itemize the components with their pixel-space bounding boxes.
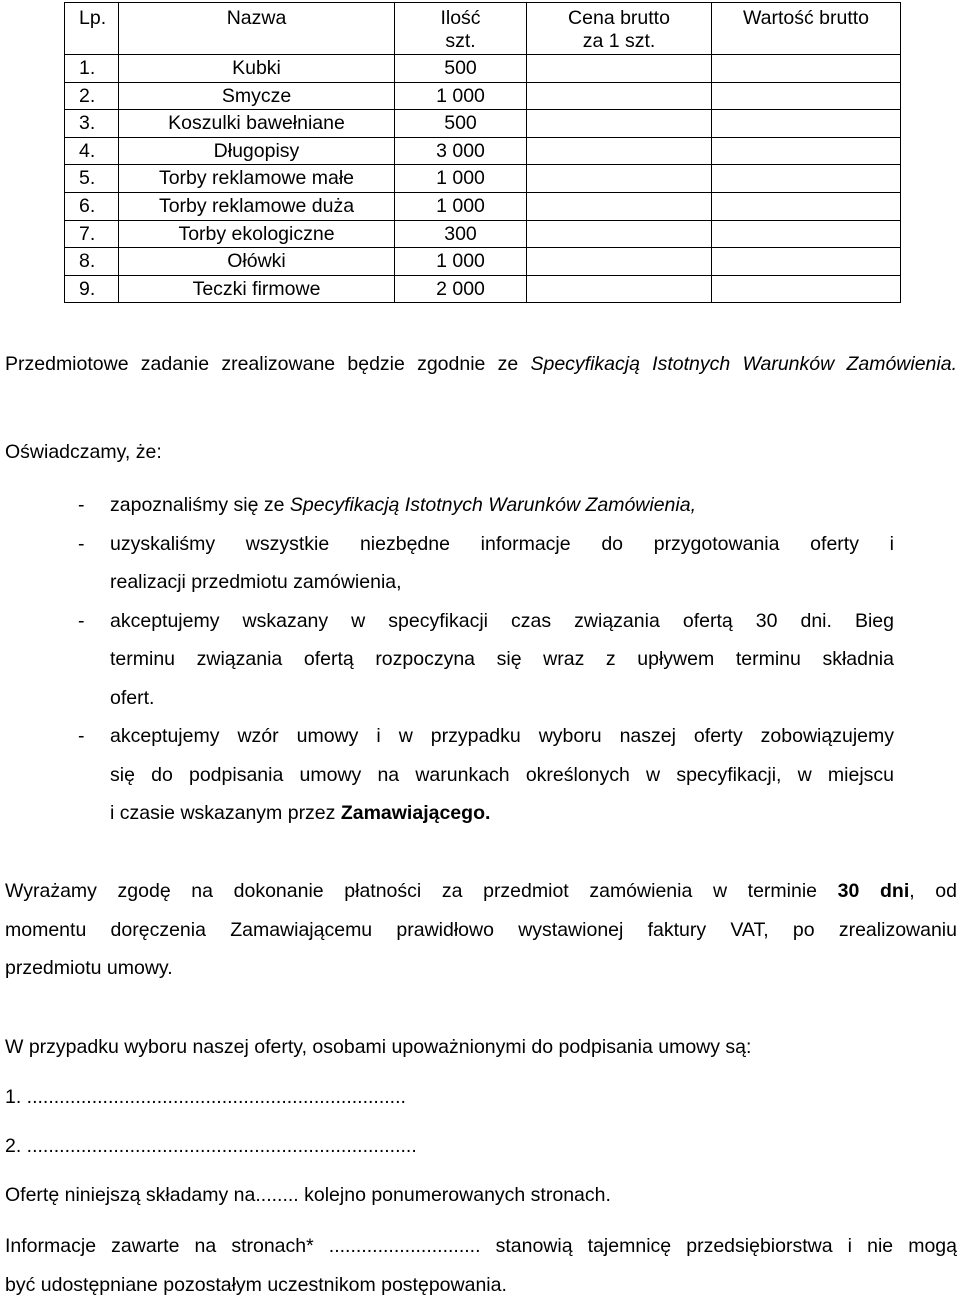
row-value: [712, 137, 901, 165]
table-row: [65, 137, 901, 165]
header-price-line2: za 1 szt.: [527, 30, 711, 53]
row-name: Smycze: [119, 82, 395, 110]
subject-paragraph: [5, 345, 957, 384]
bullet1-line: [110, 486, 894, 525]
row-lp: 8.: [65, 248, 119, 276]
table-row: [65, 220, 901, 248]
header-qty-line1: Ilość: [395, 7, 526, 30]
row-price: [527, 110, 712, 138]
payment-line1: [5, 872, 957, 911]
row-price: [527, 82, 712, 110]
row-lp: 9.: [65, 275, 119, 303]
row-qty: 1 000: [395, 165, 527, 193]
subject-line1: [5, 345, 957, 384]
row-qty: 1 000: [395, 192, 527, 220]
row-qty: 3 000: [395, 137, 527, 165]
row-value: [712, 55, 901, 83]
declaration-item: [78, 717, 894, 833]
table-row: [65, 55, 901, 83]
bullet4-line3-bold: Zamawiającego.: [341, 802, 491, 824]
header-price: [527, 3, 712, 55]
row-lp: 5.: [65, 165, 119, 193]
header-qty-line2: szt.: [395, 30, 526, 53]
bullet4-line3: [110, 794, 894, 833]
row-price: [527, 220, 712, 248]
confidential-paragraph: [5, 1227, 957, 1304]
header-lp: Lp.: [65, 3, 119, 55]
table-row: [65, 275, 901, 303]
payment-bold: 30 dni: [838, 880, 910, 902]
header-name: Nazwa: [119, 3, 395, 55]
bullet4-line1: akceptujemy wzór umowy i w przypadku wyboru naszej oferty zobowiązujemy: [110, 717, 894, 756]
row-price: [527, 55, 712, 83]
row-qty: 1 000: [395, 248, 527, 276]
row-qty: 1 000: [395, 82, 527, 110]
payment-line2: momentu doręczenia Zamawiającemu prawidłowo wystawionej faktury VAT, po zrealizowaniu: [5, 911, 957, 950]
row-lp: 2.: [65, 82, 119, 110]
declaration-item: [78, 525, 894, 602]
row-value: [712, 82, 901, 110]
confidential-line2: być udostępniane pozostałym uczestnikom postępowania.: [5, 1266, 957, 1304]
bullet1-italic: Specyfikacją Istotnych Warunków Zamówienia,: [290, 494, 696, 516]
row-name: Koszulki bawełniane: [119, 110, 395, 138]
bullet-dash: -: [78, 525, 85, 564]
row-price: [527, 192, 712, 220]
payment-part1: Wyrażamy zgodę na dokonanie płatności za przedmiot zamówienia w terminie: [5, 880, 817, 902]
table-row: [65, 110, 901, 138]
row-value: [712, 192, 901, 220]
row-value: [712, 248, 901, 276]
row-lp: 3.: [65, 110, 119, 138]
bullet4-line2: się do podpisania umowy na warunkach określonych w specyfikacji, w miejscu: [110, 756, 894, 795]
table-row: [65, 192, 901, 220]
row-name: Torby ekologiczne: [119, 220, 395, 248]
pages-statement: Ofertę niniejszą składamy na........ kolejno ponumerowanych stronach.: [5, 1176, 957, 1215]
bullet-dash: -: [78, 486, 85, 525]
row-name: Ołówki: [119, 248, 395, 276]
row-name: Kubki: [119, 55, 395, 83]
bullet1-plain: zapoznaliśmy się ze: [110, 494, 285, 516]
header-price-line1: Cena brutto: [527, 7, 711, 30]
row-name: Długopisy: [119, 137, 395, 165]
row-lp: 1.: [65, 55, 119, 83]
row-value: [712, 220, 901, 248]
row-qty: 500: [395, 55, 527, 83]
row-price: [527, 165, 712, 193]
row-qty: 2 000: [395, 275, 527, 303]
row-price: [527, 137, 712, 165]
table-header-row: [65, 3, 901, 55]
bullet3-line1: akceptujemy wskazany w specyfikacji czas związania ofertą 30 dni. Bieg: [110, 602, 894, 641]
row-lp: 7.: [65, 220, 119, 248]
bullet2-line1: uzyskaliśmy wszystkie niezbędne informacje do przygotowania oferty i: [110, 525, 894, 564]
row-price: [527, 275, 712, 303]
table-row: [65, 82, 901, 110]
header-value: Wartość brutto: [712, 3, 901, 55]
row-value: [712, 165, 901, 193]
payment-part2: , od: [909, 880, 957, 902]
representative-line-2: 2. ........................................................................: [5, 1127, 957, 1166]
offer-table: [64, 2, 901, 303]
row-qty: 300: [395, 220, 527, 248]
row-lp: 6.: [65, 192, 119, 220]
bullet-dash: -: [78, 717, 85, 756]
payment-paragraph: [5, 872, 957, 988]
row-name: Torby reklamowe duża: [119, 192, 395, 220]
bullet3-line3: ofert.: [110, 679, 894, 718]
payment-line3: przedmiotu umowy.: [5, 949, 957, 988]
declaration-list: [78, 486, 894, 833]
bullet-dash: -: [78, 602, 85, 641]
bullet4-line3-plain: i czasie wskazanym przez: [110, 802, 335, 824]
bullet3-line2: terminu związania ofertą rozpoczyna się wraz z upływem terminu składnia: [110, 640, 894, 679]
representatives-intro: W przypadku wyboru naszej oferty, osobami upoważnionymi do podpisania umowy są:: [5, 1028, 957, 1067]
row-value: [712, 275, 901, 303]
bullet2-line2: realizacji przedmiotu zamówienia,: [110, 563, 894, 602]
confidential-line1: Informacje zawarte na stronach* ............................ stanowią tajemnicę przedsiębiorstwa i nie mogą: [5, 1227, 957, 1266]
row-name: Teczki firmowe: [119, 275, 395, 303]
table-row: [65, 248, 901, 276]
representative-line-1: 1. ......................................................................: [5, 1078, 957, 1117]
row-lp: 4.: [65, 137, 119, 165]
row-value: [712, 110, 901, 138]
declaration-item: [78, 602, 894, 718]
subject-text: Przedmiotowe zadanie zrealizowane będzie zgodnie ze: [5, 353, 518, 375]
declaration-intro: Oświadczamy, że:: [5, 433, 957, 472]
header-qty: [395, 3, 527, 55]
subject-italic: Specyfikacją Istotnych Warunków Zamówienia.: [530, 353, 957, 375]
declaration-item: [78, 486, 894, 525]
table-body: [65, 55, 901, 303]
row-name: Torby reklamowe małe: [119, 165, 395, 193]
row-qty: 500: [395, 110, 527, 138]
table-row: [65, 165, 901, 193]
row-price: [527, 248, 712, 276]
